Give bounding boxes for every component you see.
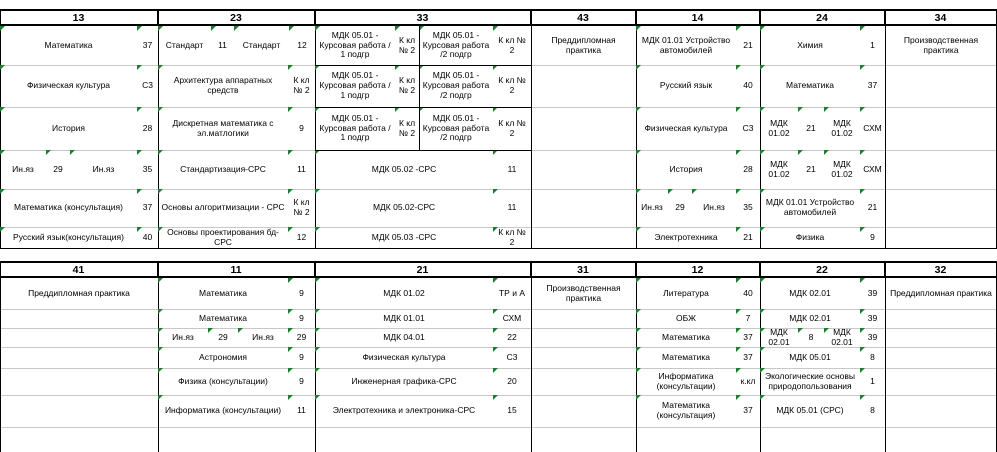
schedule-cell: МДК 05.01 - Курсовая работа /2 подгр [419, 65, 493, 107]
schedule-cell: 9 [288, 278, 315, 309]
schedule-cell: 11 [288, 150, 315, 189]
schedule-cell: МДК 04.01 [315, 328, 493, 347]
schedule-cell: 37 [736, 395, 760, 427]
schedule-cell: МДК 02.01 [760, 309, 860, 328]
schedule-block-top [0, 9, 997, 249]
schedule-cell: 21 [798, 107, 824, 150]
schedule-cell: 9 [288, 107, 315, 150]
schedule-cell: СХМ [860, 107, 885, 150]
group-header-31: 31 [531, 262, 636, 277]
subgroup-border [315, 65, 531, 66]
schedule-cell: Русский язык [636, 65, 736, 107]
schedule-cell: 40 [736, 65, 760, 107]
schedule-cell: Физическая культура [636, 107, 736, 150]
schedule-cell: Преддипломная практика [28, 287, 130, 298]
schedule-cell: Стандарт [234, 26, 289, 65]
schedule-cell: 11 [288, 395, 315, 427]
group-header-41: 41 [0, 262, 158, 277]
schedule-cell: МДК 05.01 (СРС) [760, 395, 860, 427]
schedule-cell: К кл № 2 [493, 65, 531, 107]
schedule-cell: МДК 05.01 - Курсовая работа / 1 подгр [315, 26, 395, 65]
schedule-cell: Ин.яз [158, 328, 208, 347]
group-header-12: 12 [636, 262, 760, 277]
schedule-cell: 9 [288, 347, 315, 368]
schedule-cell: 28 [137, 107, 158, 150]
schedule-cell: МДК 01.02 [760, 107, 798, 150]
schedule-cell: МДК 05.02 -СРС [315, 150, 493, 189]
schedule-cell: МДК 01.02 [824, 150, 860, 189]
schedule-cell: Производственная практика [546, 282, 621, 303]
schedule-cell: 8 [798, 328, 824, 347]
schedule-cell: Информатика (консультации) [636, 368, 736, 395]
schedule-cell: 37 [137, 26, 158, 65]
schedule-cell: 12 [289, 26, 315, 65]
subgroup-border [419, 26, 420, 150]
schedule-cell: Стандартизация-СРС [158, 150, 288, 189]
schedule-cell: 11 [493, 189, 531, 227]
schedule-cell: Русский язык(консультация) [0, 227, 137, 249]
schedule-cell: 39 [860, 309, 885, 328]
group-header-14: 14 [636, 10, 760, 25]
schedule-cell: 21 [736, 26, 760, 65]
schedule-cell: МДК 01.02 [760, 150, 798, 189]
schedule-cell: История [0, 107, 137, 150]
schedule-cell: СХМ [493, 309, 531, 328]
schedule-cell: 8 [860, 347, 885, 368]
schedule-cell: Астрономия [158, 347, 288, 368]
schedule-cell: ТР и А [493, 278, 531, 309]
schedule-cell: МДК 05.01 - Курсовая работа /2 подгр [419, 26, 493, 65]
schedule-cell: Математика (консультация) [636, 395, 736, 427]
schedule-cell: 29 [288, 328, 315, 347]
schedule-cell: Производственная практика [903, 34, 979, 55]
schedule-cell: МДК 05.02-СРС [315, 189, 493, 227]
schedule-cell: Дискретная математика с эл.матлогики [158, 107, 288, 150]
schedule-cell: С3 [493, 347, 531, 368]
schedule-cell: 9 [288, 368, 315, 395]
schedule-cell: 37 [736, 347, 760, 368]
schedule-cell: 37 [860, 65, 885, 107]
schedule-cell: МДК 02.01 [824, 328, 860, 347]
schedule-cell: 37 [736, 328, 760, 347]
schedule-cell: Ин.яз [70, 150, 137, 189]
schedule-cell: Ин.яз [636, 189, 668, 227]
schedule-cell: 9 [860, 227, 885, 249]
schedule-cell: МДК 02.01 [760, 278, 860, 309]
schedule-cell: МДК 01.02 [315, 278, 493, 309]
subgroup-border [315, 107, 531, 108]
schedule-cell: Ин.яз [0, 150, 46, 189]
schedule-cell: Основы алгоритмизации - СРС [158, 189, 288, 227]
schedule-cell: Преддипломная практика [551, 34, 616, 55]
group-header-22: 22 [760, 262, 885, 277]
schedule-cell: МДК 05.01 - Курсовая работа /2 подгр [419, 107, 493, 150]
schedule-cell: Физика (консультации) [158, 368, 288, 395]
schedule-cell: Математика [158, 278, 288, 309]
schedule-cell: Электротехника и электроника-СРС [315, 395, 493, 427]
schedule-cell: Информатика (консультации) [158, 395, 288, 427]
schedule-cell: МДК 01.02 [824, 107, 860, 150]
schedule-cell: 40 [736, 278, 760, 309]
schedule-cell: 11 [493, 150, 531, 189]
schedule-cell: 37 [137, 189, 158, 227]
schedule-cell: 28 [736, 150, 760, 189]
schedule-cell: МДК 05.01 - Курсовая работа / 1 подгр [315, 107, 395, 150]
schedule-cell: Математика [760, 65, 860, 107]
schedule-cell: Основы проектирования бд-СРС [158, 227, 288, 249]
schedule-cell: 29 [668, 189, 692, 227]
schedule-cell: Физическая культура [315, 347, 493, 368]
schedule-cell: Преддипломная практика [890, 287, 992, 298]
schedule-cell: Математика (консультация) [0, 189, 137, 227]
schedule-cell: 21 [860, 189, 885, 227]
schedule-cell: История [636, 150, 736, 189]
schedule-cell: Физическая культура [0, 65, 137, 107]
schedule-cell: ОБЖ [636, 309, 736, 328]
schedule-cell: МДК 02.01 [760, 328, 798, 347]
schedule-cell: 39 [860, 328, 885, 347]
schedule-cell: 39 [860, 278, 885, 309]
schedule-cell: Литература [636, 278, 736, 309]
schedule-cell: Математика [158, 309, 288, 328]
schedule-cell: 35 [137, 150, 158, 189]
group-header-11: 11 [158, 262, 315, 277]
schedule-cell: 21 [798, 150, 824, 189]
schedule-cell: МДК 05.01 - Курсовая работа / 1 подгр [315, 65, 395, 107]
schedule-cell: Ин.яз [692, 189, 736, 227]
schedule-cell: МДК 05.01 [760, 347, 860, 368]
schedule-cell: 15 [493, 395, 531, 427]
group-header-33: 33 [315, 10, 531, 25]
schedule-cell: К кл № 2 [288, 65, 315, 107]
schedule-cell: 21 [736, 227, 760, 249]
schedule-cell: 29 [46, 150, 70, 189]
group-header-24: 24 [760, 10, 885, 25]
group-header-13: 13 [0, 10, 158, 25]
schedule-cell: К кл № 2 [493, 227, 531, 249]
schedule-cell: МДК 01.01 Устройство автомобилей [636, 26, 736, 65]
subgroup-border [315, 150, 531, 151]
schedule-cell: Математика [636, 328, 736, 347]
schedule-cell: С3 [137, 65, 158, 107]
schedule-cell: Математика [0, 26, 137, 65]
schedule-cell: МДК 01.01 [315, 309, 493, 328]
schedule-cell: Математика [636, 347, 736, 368]
schedule-cell: Инженерная графика-СРС [315, 368, 493, 395]
schedule-cell: Электротехника [636, 227, 736, 249]
schedule-cell: К кл № 2 [395, 107, 419, 150]
schedule-cell: К кл № 2 [395, 65, 419, 107]
schedule-cell: К кл № 2 [493, 26, 531, 65]
schedule-cell: С3 [736, 107, 760, 150]
schedule-cell: Экологические основы природопользования [760, 368, 860, 395]
schedule-cell: Ин.яз [238, 328, 288, 347]
schedule-cell: 29 [208, 328, 238, 347]
schedule-cell: К кл № 2 [395, 26, 419, 65]
schedule-cell: 7 [736, 309, 760, 328]
schedule-cell: К кл № 2 [288, 189, 315, 227]
schedule-cell: 12 [288, 227, 315, 249]
schedule-cell: 1 [860, 368, 885, 395]
schedule-cell: 8 [860, 395, 885, 427]
schedule-cell: 1 [860, 26, 885, 65]
block-border-bottom [0, 248, 997, 249]
schedule-cell: 22 [493, 328, 531, 347]
schedule-cell: 20 [493, 368, 531, 395]
schedule-cell: Стандарт [158, 26, 211, 65]
group-header-21: 21 [315, 262, 531, 277]
schedule-cell: 9 [288, 309, 315, 328]
group-header-43: 43 [531, 10, 636, 25]
group-header-34: 34 [885, 10, 997, 25]
schedule-cell: 35 [736, 189, 760, 227]
schedule-cell: к.кл [736, 368, 760, 395]
schedule-cell: МДК 05.03 -СРС [315, 227, 493, 249]
group-header-32: 32 [885, 262, 997, 277]
schedule-cell: 11 [211, 26, 234, 65]
schedule-cell: 40 [137, 227, 158, 249]
schedule-cell: МДК 01.01 Устройство автомобилей [760, 189, 860, 227]
group-header-23: 23 [158, 10, 315, 25]
schedule-cell: Физика [760, 227, 860, 249]
schedule-cell: Архитектура аппаратных средств [158, 65, 288, 107]
schedule-block-bottom [0, 261, 997, 452]
schedule-cell: СХМ [860, 150, 885, 189]
schedule-cell: К кл № 2 [493, 107, 531, 150]
schedule-cell: Химия [760, 26, 860, 65]
row-line [0, 427, 997, 428]
